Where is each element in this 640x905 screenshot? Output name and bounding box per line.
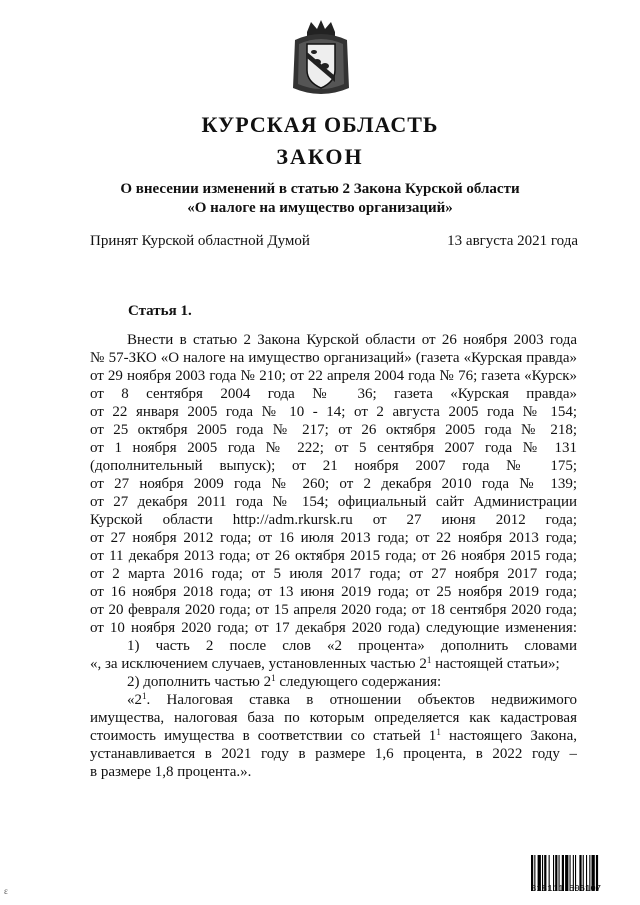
quote-line-2: имущества, налоговая база по которым определяется как кадастровая [90, 710, 577, 726]
law-title-line-2: «О налоге на имущество организаций» [187, 200, 453, 216]
superscript: 1 [426, 655, 432, 665]
quote-start: «2 [127, 692, 142, 708]
item-2-line [90, 673, 577, 691]
document-type-heading: ЗАКОН [276, 144, 364, 169]
item-2-text-a: 2) дополнить частью 2 [127, 674, 272, 690]
article-line: от 29 ноября 2003 года № 210; от 22 апреля 2004 года № 76; газета «Курск» [90, 368, 577, 384]
article-line: от 8 сентября 2004 года № 36; газета «Курская правда» [90, 386, 577, 402]
article-line: от 20 февраля 2020 года; от 15 апреля 2020 года; от 18 сентября 2020 года; [90, 602, 577, 618]
article-line: Курской области http://adm.rkursk.ru от 27 июня 2012 года; [90, 512, 577, 528]
quote-text: . Налоговая ставка в отношении объектов недвижимого [146, 692, 577, 708]
article-line: от 22 января 2005 года № 10 - 14; от 2 августа 2005 года № 154; [90, 404, 577, 420]
article-line: от 1 ноября 2005 года № 222; от 5 сентября 2007 года № 131 [90, 440, 577, 456]
article-line: от 10 ноября 2020 года; от 17 декабря 2020 года) следующие изменения: [90, 620, 577, 636]
quote-text-b: настоящего Закона, [440, 728, 577, 744]
item-2-text-b: следующего содержания: [275, 674, 442, 690]
item-1-text-a: «, за исключением случаев, установленных частью 2 [90, 656, 427, 672]
article-line: от 27 декабря 2011 года № 154; официальный сайт Администрации [90, 494, 577, 510]
article-line: (дополнительный выпуск); от 21 ноября 2007 года № 175; [90, 458, 577, 474]
corner-mark: ε [4, 886, 8, 896]
item-1-text-b: настоящей статьи»; [431, 656, 560, 672]
article-line: от 27 ноября 2012 года; от 16 июля 2013 года; от 22 ноября 2013 года; [90, 530, 577, 546]
adopted-by-text: Принят Курской областной Думой [90, 233, 310, 249]
article-line: от 11 декабря 2013 года; от 26 октября 2015 года; от 26 ноября 2015 года; [90, 548, 577, 564]
adoption-date: 13 августа 2021 года [447, 233, 578, 249]
quote-line-4: устанавливается в 2021 году в размере 1,6 процента, в 2022 году – [90, 746, 577, 762]
article-line: от 2 марта 2016 года; от 5 июля 2017 года; от 27 ноября 2017 года; [90, 566, 577, 582]
quote-line-1 [90, 691, 577, 709]
article-line: от 27 ноября 2009 года № 260; от 2 декабря 2010 года № 139; [90, 476, 577, 492]
article-body [90, 331, 577, 781]
item-1-line-1: 1) часть 2 после слов «2 процента» дополнить словами [127, 638, 577, 654]
quote-line-5: в размере 1,8 процента.». [90, 764, 252, 780]
article-line: от 25 октября 2005 года № 217; от 26 октября 2005 года № 218; [90, 422, 577, 438]
superscript: 1 [142, 691, 147, 701]
region-heading: КУРСКАЯ ОБЛАСТЬ [201, 112, 439, 137]
article-line: Внести в статью 2 Закона Курской области от 26 ноября 2003 года [127, 332, 577, 348]
law-title-line-1: О внесении изменений в статью 2 Закона Курской области [120, 181, 520, 197]
article-heading: Статья 1. [128, 303, 192, 319]
kursk-coat-of-arms-emblem [287, 18, 355, 100]
superscript: 1 [436, 727, 441, 737]
superscript: 1 [271, 673, 276, 683]
quote-text-a: стоимость имущества в соответствии со статьей 1 [90, 728, 437, 744]
quote-line-3 [90, 727, 577, 745]
article-line: № 57-ЗКО «О налоге на имущество организаций» (газета «Курская правда» [90, 350, 577, 366]
barcode-number: 318111 506107 [531, 884, 602, 894]
article-line: от 16 ноября 2018 года; от 13 июня 2019 года; от 25 ноября 2019 года; [90, 584, 577, 600]
item-1-line-2 [90, 655, 577, 673]
